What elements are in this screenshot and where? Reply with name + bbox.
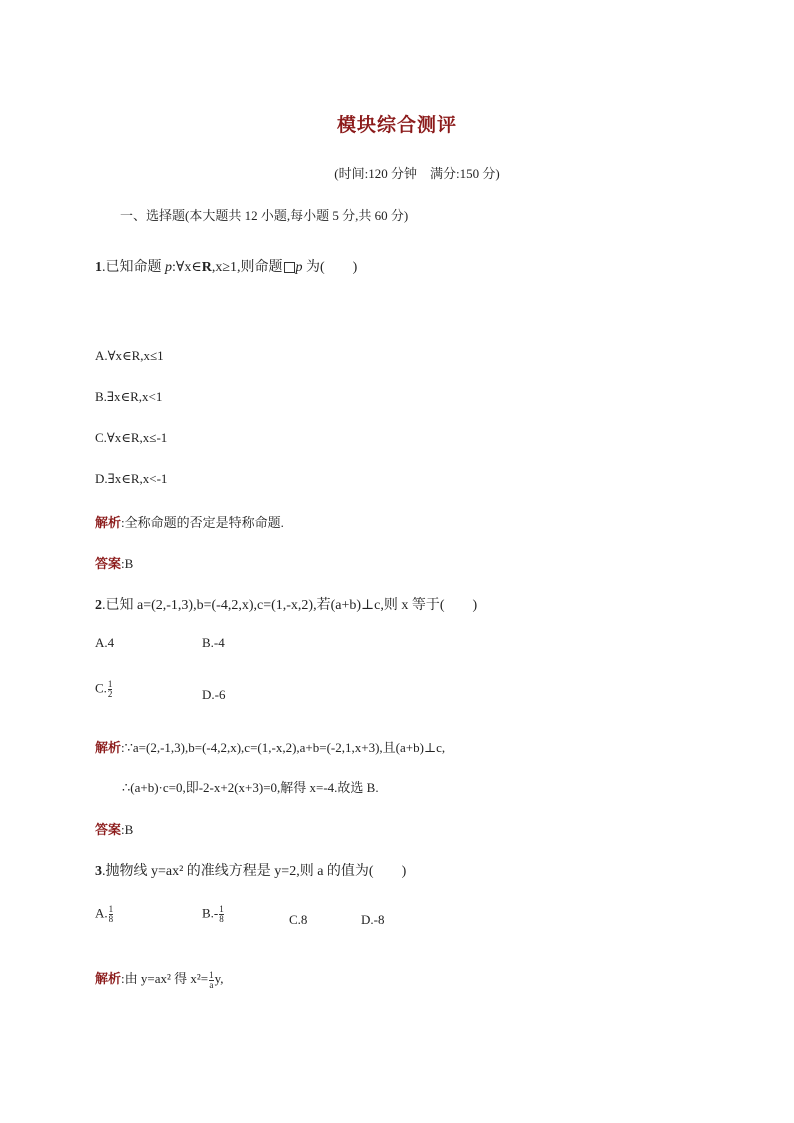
q1-option-a: A.∀x∈R,x≤1 [95, 348, 164, 363]
q3-option-a: A. $\frac{1}{8}$ [95, 904, 114, 924]
q1-option-b: B.∃x∈R,x<1 [95, 389, 163, 404]
fraction: $\frac{1}{8}$ [108, 904, 114, 924]
q2-option-b: B.-4 [202, 635, 225, 650]
fraction: $\frac{1}{2}$ [107, 679, 113, 699]
q2-option-d: D.-6 [202, 687, 226, 702]
q1-option-c: C.∀x∈R,x≤-1 [95, 430, 168, 445]
question-2: 2.已知 a=(2,-1,3),b=(-4,2,x),c=(1,-x,2),若(a+b)⊥c,则 x 等于( ) [95, 598, 478, 613]
question-number: 1 [95, 260, 102, 275]
q3-analysis: 解析:由 y=ax² 得 x²= $\frac{1}{a}$ y, [95, 969, 224, 990]
question-1: 1.已知命题 p:∀x∈R,x≥1,则命题 p 为( ) [95, 260, 358, 275]
exam-info: (时间:120 分钟 满分:150 分) [334, 166, 500, 181]
section-heading: 一、选择题(本大题共 12 小题,每小题 5 分,共 60 分) [120, 208, 409, 223]
q2-answer: 答案:B [95, 822, 134, 837]
q2-analysis-1: 解析:∵a=(2,-1,3),b=(-4,2,x),c=(1,-x,2),a+b=(-2,1,x+3),且(a+b)⊥c, [95, 740, 446, 755]
fraction: $\frac{1}{8}$ [219, 904, 224, 924]
q1-option-d: D.∃x∈R,x<-1 [95, 471, 168, 486]
q3-option-c: C.8 [289, 912, 308, 927]
fraction: $\frac{1}{a}$ [209, 969, 214, 990]
q3-option-d: D.-8 [361, 912, 385, 927]
q3-option-b: B.- $\frac{1}{8}$ [202, 904, 224, 924]
q2-option-c: C. $\frac{1}{2}$ [95, 679, 113, 699]
q2-analysis-2: ∴(a+b)·c=0,即-2-x+2(x+3)=0,解得 x=-4.故选 B. [122, 780, 379, 795]
q2-option-a: A.4 [95, 635, 115, 650]
q1-answer: 答案:B [95, 556, 134, 571]
page-title: 模块综合测评 [336, 115, 457, 136]
question-3: 3.抛物线 y=ax² 的准线方程是 y=2,则 a 的值为( ) [95, 864, 407, 879]
q1-analysis: 解析:全称命题的否定是特称命题. [95, 515, 284, 530]
negation-symbol-icon [284, 262, 295, 273]
